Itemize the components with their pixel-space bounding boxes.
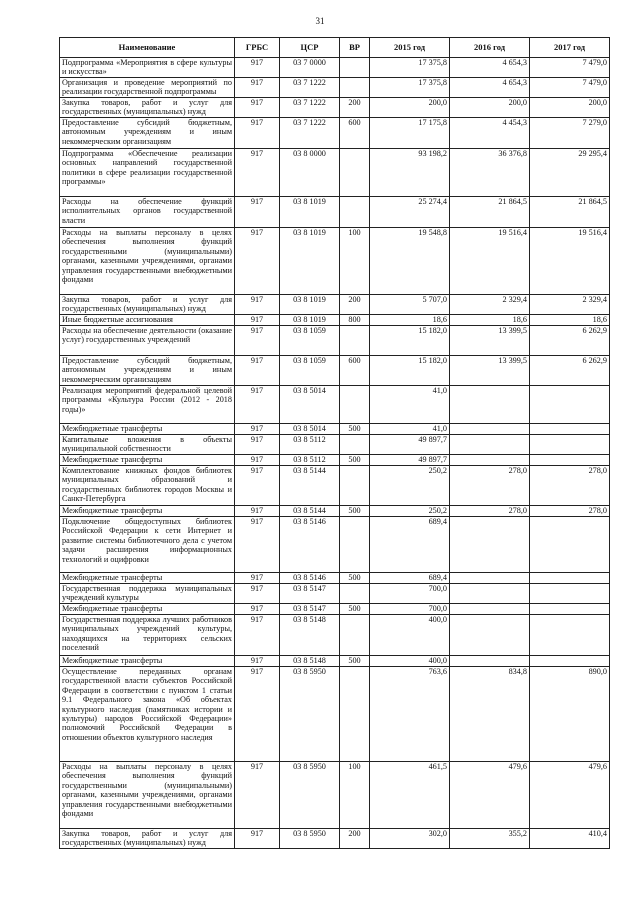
row-name-cell: Межбюджетные трансферты: [60, 424, 235, 435]
header-2017: 2017 год: [530, 38, 610, 58]
row-2017-cell: 21 864,5: [530, 197, 610, 228]
table-row: [60, 667, 610, 762]
row-grbs-cell: 917: [235, 656, 280, 667]
row-grbs-cell: 917: [235, 149, 280, 197]
table-row: [60, 197, 610, 228]
table-row: [60, 455, 610, 466]
row-2015-cell: 15 182,0: [370, 326, 450, 356]
row-vr-cell: 200: [340, 98, 370, 118]
row-2015-cell: 41,0: [370, 424, 450, 435]
table-body: [60, 58, 610, 849]
row-csr-cell: 03 8 5950: [280, 829, 340, 849]
row-name-cell: Расходы на обеспечение функций исполнительных органов государственной власти: [60, 197, 235, 228]
row-2016-cell: 834,8: [450, 667, 530, 762]
row-2017-cell: [530, 615, 610, 656]
row-name-cell: Межбюджетные трансферты: [60, 506, 235, 517]
row-2015-cell: 400,0: [370, 656, 450, 667]
row-name-cell: Подпрограмма «Мероприятия в сфере культуры и искусства»: [60, 58, 235, 78]
row-2017-cell: 410,4: [530, 829, 610, 849]
row-2017-cell: 7 479,0: [530, 78, 610, 98]
row-2016-cell: [450, 455, 530, 466]
row-2017-cell: [530, 386, 610, 424]
row-2015-cell: 25 274,4: [370, 197, 450, 228]
row-name-cell: Реализация мероприятий федеральной целевой программы «Культура России (2012 - 2018 годы)»: [60, 386, 235, 424]
header-2015: 2015 год: [370, 38, 450, 58]
row-csr-cell: 03 8 1019: [280, 197, 340, 228]
row-2016-cell: [450, 386, 530, 424]
row-name-cell: Межбюджетные трансферты: [60, 455, 235, 466]
row-2015-cell: 700,0: [370, 584, 450, 604]
row-csr-cell: 03 7 0000: [280, 58, 340, 78]
row-2016-cell: [450, 604, 530, 615]
row-csr-cell: 03 8 5112: [280, 455, 340, 466]
table-row: [60, 604, 610, 615]
table-row: [60, 295, 610, 315]
row-vr-cell: [340, 466, 370, 506]
row-csr-cell: 03 8 5147: [280, 604, 340, 615]
row-csr-cell: 03 8 5950: [280, 762, 340, 829]
row-2017-cell: [530, 584, 610, 604]
row-csr-cell: 03 8 5144: [280, 506, 340, 517]
row-csr-cell: 03 7 1222: [280, 98, 340, 118]
row-grbs-cell: 917: [235, 584, 280, 604]
row-2015-cell: 49 897,7: [370, 435, 450, 455]
table-row: [60, 506, 610, 517]
row-2015-cell: 17 375,8: [370, 58, 450, 78]
row-2016-cell: 36 376,8: [450, 149, 530, 197]
row-2015-cell: 689,4: [370, 573, 450, 584]
row-name-cell: Предоставление субсидий бюджетным, автономным учреждениям и иным некоммерческим организациям: [60, 118, 235, 149]
row-name-cell: Расходы на выплаты персоналу в целях обеспечения выполнения функций государственными (муниципальными) органами, казенными учреждениями, органами управления государственными внебюджетными фондами: [60, 228, 235, 295]
row-2015-cell: 49 897,7: [370, 455, 450, 466]
row-grbs-cell: 917: [235, 517, 280, 573]
row-csr-cell: 03 7 1222: [280, 118, 340, 149]
row-2015-cell: 461,5: [370, 762, 450, 829]
row-2017-cell: 278,0: [530, 466, 610, 506]
row-name-cell: Межбюджетные трансферты: [60, 656, 235, 667]
row-csr-cell: 03 8 1019: [280, 315, 340, 326]
row-2016-cell: 13 399,5: [450, 356, 530, 386]
row-2016-cell: 21 864,5: [450, 197, 530, 228]
row-2017-cell: 18,6: [530, 315, 610, 326]
row-2016-cell: [450, 517, 530, 573]
row-grbs-cell: 917: [235, 98, 280, 118]
row-grbs-cell: 917: [235, 326, 280, 356]
table-row: [60, 228, 610, 295]
row-grbs-cell: 917: [235, 455, 280, 466]
row-csr-cell: 03 8 5112: [280, 435, 340, 455]
table-row: [60, 98, 610, 118]
row-vr-cell: 500: [340, 656, 370, 667]
row-2015-cell: 400,0: [370, 615, 450, 656]
table-row: [60, 386, 610, 424]
row-2017-cell: 19 516,4: [530, 228, 610, 295]
table-row: [60, 435, 610, 455]
row-name-cell: Комплектование книжных фондов библиотек муниципальных образований и государственных библиотек городов Москвы и Санкт-Петербурга: [60, 466, 235, 506]
row-2015-cell: 5 707,0: [370, 295, 450, 315]
row-name-cell: Закупка товаров, работ и услуг для государственных (муниципальных) нужд: [60, 829, 235, 849]
row-2017-cell: [530, 656, 610, 667]
row-2017-cell: 6 262,9: [530, 356, 610, 386]
row-2017-cell: [530, 604, 610, 615]
row-csr-cell: 03 8 5950: [280, 667, 340, 762]
header-2016: 2016 год: [450, 38, 530, 58]
row-vr-cell: [340, 149, 370, 197]
row-2016-cell: 19 516,4: [450, 228, 530, 295]
row-grbs-cell: 917: [235, 315, 280, 326]
row-grbs-cell: 917: [235, 435, 280, 455]
header-csr: ЦСР: [280, 38, 340, 58]
table-row: [60, 315, 610, 326]
table-row: [60, 78, 610, 98]
row-2017-cell: [530, 455, 610, 466]
row-2017-cell: 29 295,4: [530, 149, 610, 197]
row-csr-cell: 03 7 1222: [280, 78, 340, 98]
row-grbs-cell: 917: [235, 466, 280, 506]
row-2016-cell: 2 329,4: [450, 295, 530, 315]
row-vr-cell: [340, 615, 370, 656]
table-row: [60, 762, 610, 829]
row-grbs-cell: 917: [235, 762, 280, 829]
table-row: [60, 356, 610, 386]
table-row: [60, 58, 610, 78]
row-2017-cell: 7 279,0: [530, 118, 610, 149]
row-name-cell: Межбюджетные трансферты: [60, 604, 235, 615]
row-csr-cell: 03 8 1019: [280, 295, 340, 315]
row-name-cell: Предоставление субсидий бюджетным, автономным учреждениям и иным некоммерческим организациям: [60, 356, 235, 386]
row-vr-cell: 100: [340, 762, 370, 829]
row-grbs-cell: 917: [235, 424, 280, 435]
row-2015-cell: 302,0: [370, 829, 450, 849]
row-2015-cell: 17 375,8: [370, 78, 450, 98]
row-vr-cell: [340, 667, 370, 762]
row-2015-cell: 689,4: [370, 517, 450, 573]
row-2016-cell: 355,2: [450, 829, 530, 849]
row-name-cell: Расходы на обеспечение деятельности (оказание услуг) государственных учреждений: [60, 326, 235, 356]
table-row: [60, 466, 610, 506]
row-vr-cell: 500: [340, 573, 370, 584]
row-2017-cell: [530, 424, 610, 435]
row-2016-cell: 13 399,5: [450, 326, 530, 356]
row-2015-cell: 250,2: [370, 506, 450, 517]
row-grbs-cell: 917: [235, 58, 280, 78]
row-2017-cell: 890,0: [530, 667, 610, 762]
row-name-cell: Подключение общедоступных библиотек Российской Федерации к сети Интернет и развитие системы библиотечного дела с учетом задачи расширения информационных технологий и оцифровки: [60, 517, 235, 573]
row-2017-cell: 7 479,0: [530, 58, 610, 78]
row-2015-cell: 17 175,8: [370, 118, 450, 149]
header-vr: ВР: [340, 38, 370, 58]
row-grbs-cell: 917: [235, 386, 280, 424]
row-2017-cell: 479,6: [530, 762, 610, 829]
row-grbs-cell: 917: [235, 615, 280, 656]
table-header-row: [60, 38, 610, 58]
table-row: [60, 829, 610, 849]
row-csr-cell: 03 8 5014: [280, 424, 340, 435]
row-name-cell: Осуществление переданных органам государственной власти субъектов Российской Федерации в соответствии с пунктом 1 статьи 9.1 Федерального закона «Об объектах культурного наследия (памятниках истории и культуры) народов Российской Федерации» полномочий Российской Федерации в отношении объектов культурного наследия: [60, 667, 235, 762]
row-csr-cell: 03 8 5148: [280, 656, 340, 667]
row-name-cell: Межбюджетные трансферты: [60, 573, 235, 584]
row-csr-cell: 03 8 5144: [280, 466, 340, 506]
row-csr-cell: 03 8 5146: [280, 517, 340, 573]
row-2016-cell: [450, 435, 530, 455]
row-csr-cell: 03 8 0000: [280, 149, 340, 197]
row-2016-cell: 200,0: [450, 98, 530, 118]
row-2017-cell: [530, 573, 610, 584]
row-2016-cell: 18,6: [450, 315, 530, 326]
row-name-cell: Капитальные вложения в объекты муниципальной собственности: [60, 435, 235, 455]
row-vr-cell: [340, 78, 370, 98]
row-2016-cell: 4 654,3: [450, 58, 530, 78]
row-vr-cell: 200: [340, 295, 370, 315]
row-name-cell: Организация и проведение мероприятий по реализации государственной подпрограммы: [60, 78, 235, 98]
row-vr-cell: 800: [340, 315, 370, 326]
row-vr-cell: [340, 584, 370, 604]
row-2015-cell: 700,0: [370, 604, 450, 615]
row-vr-cell: [340, 517, 370, 573]
row-name-cell: Закупка товаров, работ и услуг для государственных (муниципальных) нужд: [60, 98, 235, 118]
row-csr-cell: 03 8 1059: [280, 356, 340, 386]
table-row: [60, 149, 610, 197]
table-row: [60, 615, 610, 656]
row-grbs-cell: 917: [235, 506, 280, 517]
header-name: Наименование: [60, 38, 235, 58]
row-2016-cell: 479,6: [450, 762, 530, 829]
table-row: [60, 573, 610, 584]
row-2016-cell: [450, 573, 530, 584]
row-2015-cell: 41,0: [370, 386, 450, 424]
table-row: [60, 326, 610, 356]
row-vr-cell: [340, 197, 370, 228]
table-row: [60, 118, 610, 149]
row-grbs-cell: 917: [235, 118, 280, 149]
table-row: [60, 656, 610, 667]
row-vr-cell: 500: [340, 455, 370, 466]
row-vr-cell: [340, 435, 370, 455]
row-2016-cell: 4 654,3: [450, 78, 530, 98]
row-2016-cell: 4 454,3: [450, 118, 530, 149]
row-2015-cell: 763,6: [370, 667, 450, 762]
row-2016-cell: [450, 615, 530, 656]
row-csr-cell: 03 8 5148: [280, 615, 340, 656]
row-csr-cell: 03 8 1019: [280, 228, 340, 295]
row-2016-cell: [450, 424, 530, 435]
row-2015-cell: 93 198,2: [370, 149, 450, 197]
row-2015-cell: 200,0: [370, 98, 450, 118]
row-csr-cell: 03 8 1059: [280, 326, 340, 356]
table-row: [60, 517, 610, 573]
row-grbs-cell: 917: [235, 356, 280, 386]
row-grbs-cell: 917: [235, 295, 280, 315]
row-grbs-cell: 917: [235, 228, 280, 295]
row-2017-cell: 2 329,4: [530, 295, 610, 315]
row-2017-cell: 278,0: [530, 506, 610, 517]
row-vr-cell: 500: [340, 604, 370, 615]
row-grbs-cell: 917: [235, 667, 280, 762]
table-row: [60, 424, 610, 435]
row-vr-cell: 600: [340, 118, 370, 149]
row-2015-cell: 250,2: [370, 466, 450, 506]
row-2016-cell: [450, 656, 530, 667]
row-grbs-cell: 917: [235, 78, 280, 98]
row-csr-cell: 03 8 5014: [280, 386, 340, 424]
row-vr-cell: 500: [340, 506, 370, 517]
row-2015-cell: 15 182,0: [370, 356, 450, 386]
row-vr-cell: 100: [340, 228, 370, 295]
row-grbs-cell: 917: [235, 829, 280, 849]
page-number: 31: [315, 16, 325, 26]
row-vr-cell: [340, 326, 370, 356]
row-2015-cell: 18,6: [370, 315, 450, 326]
row-vr-cell: 200: [340, 829, 370, 849]
row-name-cell: Государственная поддержка муниципальных учреждений культуры: [60, 584, 235, 604]
row-name-cell: Подпрограмма «Обеспечение реализации основных направлений государственной политики в сфере реализации государственной программы»: [60, 149, 235, 197]
row-vr-cell: [340, 386, 370, 424]
row-grbs-cell: 917: [235, 197, 280, 228]
row-vr-cell: 500: [340, 424, 370, 435]
row-2016-cell: 278,0: [450, 466, 530, 506]
row-csr-cell: 03 8 5147: [280, 584, 340, 604]
row-csr-cell: 03 8 5146: [280, 573, 340, 584]
budget-table: [59, 37, 610, 849]
row-2017-cell: [530, 517, 610, 573]
row-vr-cell: [340, 58, 370, 78]
row-2017-cell: 6 262,9: [530, 326, 610, 356]
row-2016-cell: [450, 584, 530, 604]
row-name-cell: Иные бюджетные ассигнования: [60, 315, 235, 326]
row-grbs-cell: 917: [235, 573, 280, 584]
row-name-cell: Расходы на выплаты персоналу в целях обеспечения выполнения функций государственными (муниципальными) органами, казенными учреждениями, органами управления государственными внебюджетными фондами: [60, 762, 235, 829]
row-name-cell: Закупка товаров, работ и услуг для государственных (муниципальных) нужд: [60, 295, 235, 315]
table-row: [60, 584, 610, 604]
row-vr-cell: 600: [340, 356, 370, 386]
row-2017-cell: [530, 435, 610, 455]
row-2015-cell: 19 548,8: [370, 228, 450, 295]
row-grbs-cell: 917: [235, 604, 280, 615]
row-2017-cell: 200,0: [530, 98, 610, 118]
header-grbs: ГРБС: [235, 38, 280, 58]
row-name-cell: Государственная поддержка лучших работников муниципальных учреждений культуры, находящихся на территориях сельских поселений: [60, 615, 235, 656]
row-2016-cell: 278,0: [450, 506, 530, 517]
